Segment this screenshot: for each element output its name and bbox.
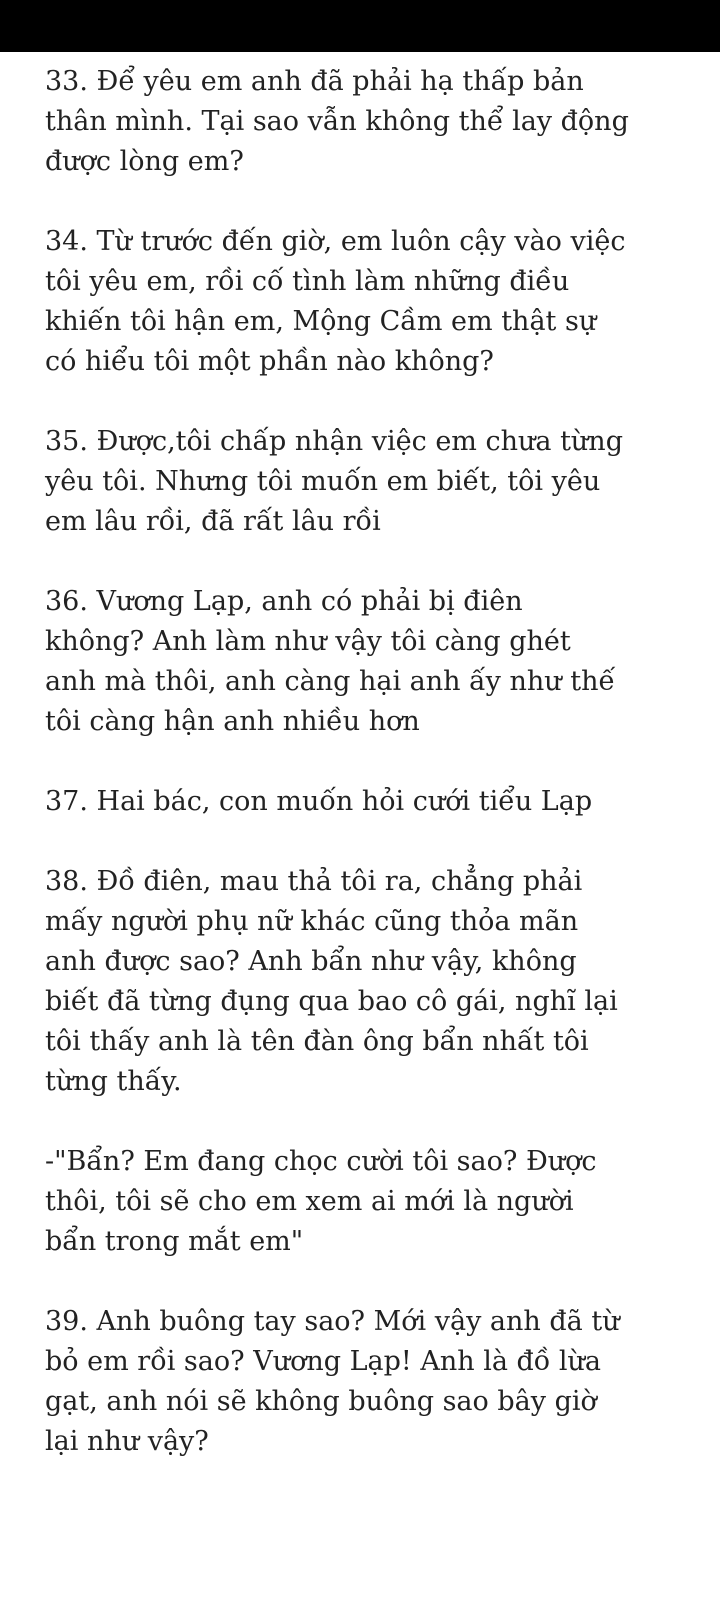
paragraph-37: 37. Hai bác, con muốn hỏi cưới tiểu Lạp	[45, 786, 593, 817]
paragraph-33: 33. Để yêu em anh đã phải hạ thấp bản thân mình. Tại sao vẫn không thể lay động được lòng em?	[45, 66, 629, 177]
status-bar	[0, 0, 720, 52]
paragraph-38: 38. Đồ điên, mau thả tôi ra, chẳng phải mấy người phụ nữ khác cũng thỏa mãn anh được sao? Anh bẩn như vậy, không biết đã từng đụng qua bao cô gái, nghĩ lại tôi thấy anh là tên đàn ông bẩn nhất tôi từng thấy.	[45, 866, 618, 1097]
reader-content[interactable]	[45, 62, 660, 1502]
paragraph-39: 39. Anh buông tay sao? Mới vậy anh đã từ bỏ em rồi sao? Vương Lạp! Anh là đồ lừa gạt, anh nói sẽ không buông sao bây giờ lại như vậy?	[45, 1306, 620, 1457]
paragraph-35: 35. Được,tôi chấp nhận việc em chưa từng yêu tôi. Nhưng tôi muốn em biết, tôi yêu em lâu rồi, đã rất lâu rồi	[45, 426, 623, 537]
paragraph-34: 34. Từ trước đến giờ, em luôn cậy vào việc tôi yêu em, rồi cố tình làm những điều khiến tôi hận em, Mộng Cầm em thật sự có hiểu tôi một phần nào không?	[45, 226, 626, 377]
paragraph-reply: -"Bẩn? Em đang chọc cười tôi sao? Được thôi, tôi sẽ cho em xem ai mới là người bẩn trong mắt em"	[45, 1146, 597, 1257]
paragraph-36: 36. Vương Lạp, anh có phải bị điên không? Anh làm như vậy tôi càng ghét anh mà thôi, anh càng hại anh ấy như thế tôi càng hận anh nhiều hơn	[45, 586, 616, 737]
